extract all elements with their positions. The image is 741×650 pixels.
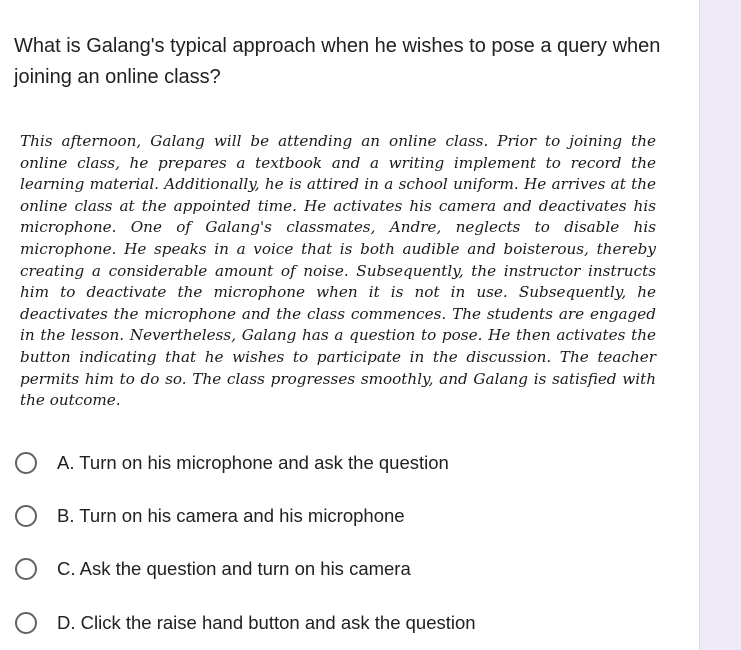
question-title: What is Galang's typical approach when he wishes to pose a query when joining an online class? [14,35,661,88]
option-a[interactable] [15,448,449,478]
option-d-label[interactable]: D. Click the raise hand button and ask the question [57,612,476,633]
option-d[interactable] [15,608,476,638]
option-b[interactable] [15,501,405,531]
option-b-label[interactable]: B. Turn on his camera and his microphone [57,505,405,526]
radio-button-a[interactable] [15,452,37,474]
radio-button-b[interactable] [15,505,37,527]
radio-button-c[interactable] [15,558,37,580]
option-a-label[interactable]: A. Turn on his microphone and ask the question [57,452,449,473]
option-c-label[interactable]: C. Ask the question and turn on his camera [57,558,411,579]
passage-text: This afternoon, Galang will be attending an online class. Prior to joining the online class, he prepares a textbook and a writing implement to record the learning material. Additionally, he is attired in a school uniform. He arrives at the online class at the appointed time. He activates his camera and deactivates his microphone. One of Galang's classmates, Andre, neglects to disable his microphone. He speaks in a voice that is both audible and boisterous, thereby creating a considerable amount of noise. Subsequently, the instructor instructs him to deactivate the microphone when it is not in use. Subsequently, he deactivates the microphone and the class commences. The students are engaged in the lesson. Nevertheless, Galang has a question to pose. He then activates the button indicating that he wishes to participate in the discussion. The teacher permits him to do so. The class progresses smoothly, and Galang is satisfied with the outcome. [20,132,656,410]
radio-button-d[interactable] [15,612,37,634]
option-c[interactable] [15,554,411,584]
